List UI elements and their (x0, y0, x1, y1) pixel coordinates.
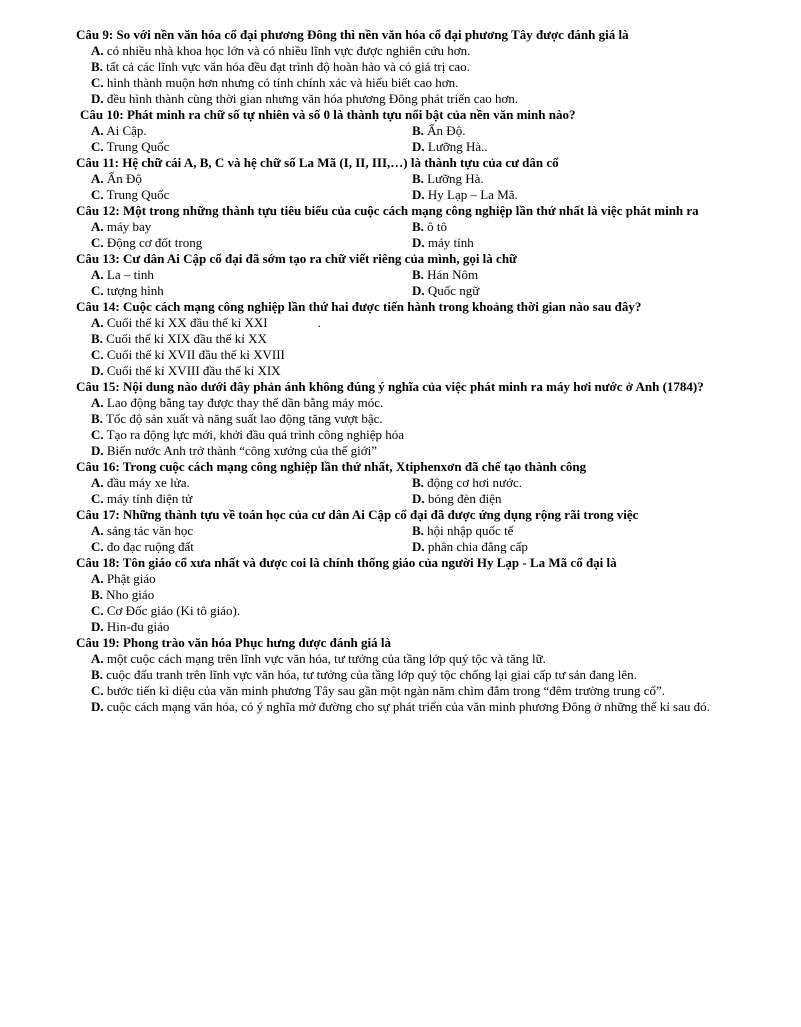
option-label: A. (91, 123, 104, 138)
answer-option (76, 139, 412, 155)
option-row (76, 491, 726, 507)
option-label: D. (412, 139, 425, 154)
option-label: D. (412, 235, 425, 250)
option-label: A. (91, 43, 104, 58)
question-block (76, 555, 726, 635)
answer-option (412, 235, 726, 251)
option-text: phân chia đẳng cấp (427, 539, 528, 554)
answer-option (76, 475, 412, 491)
answer-option (76, 443, 726, 459)
option-text: Ấn Độ. (427, 123, 466, 138)
answer-option (76, 539, 412, 555)
option-text: Động cơ đốt trong (106, 235, 203, 250)
option-label: A. (91, 571, 104, 586)
option-label: D. (91, 699, 104, 714)
option-label: C. (91, 139, 104, 154)
option-text: một cuộc cách mạng trên lĩnh vực văn hóa, tư tưởng của tầng lớp quý tộc và tăng lữ. (106, 651, 546, 666)
option-row (76, 171, 726, 187)
option-text: ô tô (427, 219, 448, 234)
option-label: C. (91, 187, 104, 202)
option-label: D. (412, 539, 425, 554)
question-block (76, 155, 726, 203)
answer-option (412, 523, 726, 539)
option-text: Hy Lạp – La Mã. (427, 187, 518, 202)
question-title: Câu 17: Những thành tựu về toán học của cư dân Ai Cập cổ đại đã được ứng dụng rộng rãi trong việc (76, 507, 639, 522)
question-block (76, 459, 726, 507)
option-label: B. (91, 411, 103, 426)
option-text: Tốc độ sản xuất và năng suất lao động tăng vượt bậc. (105, 411, 383, 426)
option-text: cuộc cách mạng văn hóa, có ý nghĩa mở đường cho sự phát triển của văn minh phương Đông ở những thế kỉ sau đó. (106, 699, 710, 714)
option-label: C. (91, 347, 104, 362)
option-text: hội nhập quốc tế (427, 523, 514, 538)
option-text: Lưỡng Hà.. (427, 139, 488, 154)
option-text: Cuối thế kỉ XVIII đầu thế kỉ XIX (106, 363, 281, 378)
question-block (76, 203, 726, 251)
answer-option (76, 619, 726, 635)
option-text: đều hình thành cùng thời gian nhưng văn hóa phương Đông phát triển cao hơn. (106, 91, 519, 106)
option-label: C. (91, 491, 104, 506)
option-row (76, 283, 726, 299)
option-label: A. (91, 315, 104, 330)
option-text: có nhiều nhà khoa học lớn và có nhiều lĩnh vực được nghiên cứu hơn. (106, 43, 471, 58)
option-text: cuộc đấu tranh trên lĩnh vực văn hóa, tư tưởng của tầng lớp quý tộc chống lại giai cấp tư sản đang lên. (106, 667, 637, 682)
question-title: Câu 14: Cuộc cách mạng công nghiệp lần thứ hai được tiến hành trong khoảng thời gian nào sau đây? (76, 299, 642, 314)
question-title: Câu 18: Tôn giáo cổ xưa nhất và được coi là chính thống giáo của người Hy Lạp - La Mã cổ đại là (76, 555, 617, 570)
option-text: Trung Quốc (106, 139, 170, 154)
option-label: B. (91, 587, 103, 602)
option-text: hình thành muộn hơn nhưng có tính chính xác và hiểu biết cao hơn. (106, 75, 459, 90)
option-label: C. (91, 235, 104, 250)
answer-option (76, 395, 726, 411)
option-label: B. (412, 171, 424, 186)
option-label: D. (91, 363, 104, 378)
option-text: Lưỡng Hà. (427, 171, 484, 186)
option-label: B. (412, 267, 424, 282)
question-title: Câu 19: Phong trào văn hóa Phục hưng được đánh giá là (76, 635, 392, 650)
question-title: Câu 12: Một trong những thành tựu tiêu biểu của cuộc cách mạng công nghiệp lần thứ nhất là việc phát minh ra (76, 203, 699, 218)
option-label: D. (412, 187, 425, 202)
answer-option (412, 123, 726, 139)
option-text: máy bay (106, 219, 152, 234)
answer-option (76, 427, 726, 443)
option-label: D. (91, 91, 104, 106)
option-label: A. (91, 523, 104, 538)
answer-option (76, 43, 726, 59)
option-text: máy tính điện tử (106, 491, 193, 506)
option-label: C. (91, 539, 104, 554)
option-row (76, 139, 726, 155)
question-block (76, 379, 726, 459)
answer-option (76, 347, 726, 363)
question-title: Câu 9: So với nền văn hóa cổ đại phương Đông thì nền văn hóa cổ đại phương Tây được đánh giá là (76, 27, 629, 42)
answer-option (412, 539, 726, 555)
answer-option (412, 219, 726, 235)
answer-option (76, 75, 726, 91)
answer-option (412, 491, 726, 507)
option-label: C. (91, 283, 104, 298)
option-row (76, 539, 726, 555)
option-text: Cuối thế kỉ XVII đầu thế kỉ XVIII (106, 347, 285, 362)
option-label: A. (91, 651, 104, 666)
option-text: bước tiến kì diệu của văn minh phương Tây sau gần một ngàn năm chìm đắm trong “đêm trường trung cổ”. (106, 683, 666, 698)
stray-mark: . (317, 315, 321, 330)
option-label: B. (91, 331, 103, 346)
option-row (76, 267, 726, 283)
question-block (76, 507, 726, 555)
option-text: đầu máy xe lửa. (106, 475, 190, 490)
option-text: Trung Quốc (106, 187, 170, 202)
answer-option (76, 651, 726, 667)
question-block (76, 635, 726, 715)
option-label: B. (412, 219, 424, 234)
option-text: động cơ hơi nước. (427, 475, 522, 490)
answer-option (76, 219, 412, 235)
option-label: C. (91, 603, 104, 618)
answer-option (76, 571, 726, 587)
answer-option (412, 267, 726, 283)
option-text: tượng hình (106, 283, 164, 298)
option-text: tất cả các lĩnh vực văn hóa đều đạt trình độ hoàn hảo và có giá trị cao. (106, 59, 470, 74)
option-text: Cuối thế kỉ XX đầu thế kỉ XXI (106, 315, 268, 330)
answer-option (76, 171, 412, 187)
exam-page (76, 27, 726, 715)
option-text: Nho giáo (106, 587, 155, 602)
answer-option (412, 187, 726, 203)
option-text: Biến nước Anh trở thành “công xưởng của thế giới” (106, 443, 378, 458)
answer-option (76, 267, 412, 283)
option-label: D. (412, 283, 425, 298)
option-text: Hán Nôm (427, 267, 479, 282)
option-row (76, 219, 726, 235)
option-row (76, 123, 726, 139)
option-label: A. (91, 395, 104, 410)
option-text: La – tinh (106, 267, 154, 282)
answer-option (412, 171, 726, 187)
option-label: C. (91, 75, 104, 90)
question-title: Câu 10: Phát minh ra chữ số tự nhiên và số 0 là thành tựu nổi bật của nền văn minh nào? (80, 107, 576, 122)
option-label: C. (91, 683, 104, 698)
option-row (76, 475, 726, 491)
option-label: A. (91, 475, 104, 490)
option-label: D. (91, 619, 104, 634)
option-label: B. (412, 523, 424, 538)
answer-option (412, 283, 726, 299)
answer-option (76, 363, 726, 379)
question-title: Câu 13: Cư dân Ai Cập cổ đại đã sớm tạo ra chữ viết riêng của mình, gọi là chữ (76, 251, 517, 266)
option-label: A. (91, 171, 104, 186)
answer-option (76, 235, 412, 251)
answer-option (76, 91, 726, 107)
answer-option (76, 587, 726, 603)
option-text: Ấn Độ (106, 171, 142, 186)
answer-option (76, 523, 412, 539)
option-label: B. (412, 123, 424, 138)
answer-option (76, 683, 726, 699)
answer-option (76, 283, 412, 299)
option-text: Tạo ra động lực mới, khởi đầu quá trình công nghiệp hóa (106, 427, 404, 442)
answer-option (76, 699, 726, 715)
option-text: Quốc ngữ (427, 283, 480, 298)
option-text: Lao động bằng tay được thay thế dần bằng máy móc. (106, 395, 384, 410)
option-text: Hin-đu giáo (106, 619, 170, 634)
answer-option (412, 139, 726, 155)
option-row (76, 187, 726, 203)
option-text: Cuối thế kỉ XIX đầu thế kỉ XX (106, 331, 267, 346)
question-block (76, 107, 726, 155)
option-text: Phật giáo (106, 571, 156, 586)
answer-option (76, 331, 726, 347)
option-text: sáng tác văn học (106, 523, 194, 538)
option-text: bóng đèn điện (427, 491, 502, 506)
answer-option (76, 667, 726, 683)
answer-option (76, 59, 726, 75)
question-title: Câu 11: Hệ chữ cái A, B, C và hệ chữ số La Mã (I, II, III,…) là thành tựu của cư dân cổ (76, 155, 559, 170)
option-label: D. (412, 491, 425, 506)
question-title: Câu 15: Nội dung nào dưới đây phản ánh không đúng ý nghĩa của việc phát minh ra máy hơi nước ở Anh (1784)? (76, 379, 704, 394)
option-label: A. (91, 267, 104, 282)
question-block (76, 27, 726, 107)
option-text: Cơ Đốc giáo (Ki tô giáo). (106, 603, 241, 618)
answer-option (76, 411, 726, 427)
answer-option (412, 475, 726, 491)
answer-option (76, 123, 412, 139)
answer-option (76, 491, 412, 507)
option-label: C. (91, 427, 104, 442)
option-text: đo đạc ruộng đất (106, 539, 194, 554)
question-block (76, 299, 726, 379)
answer-option (76, 315, 726, 331)
option-label: B. (412, 475, 424, 490)
answer-option (76, 187, 412, 203)
answer-option (76, 603, 726, 619)
option-label: B. (91, 59, 103, 74)
option-label: D. (91, 443, 104, 458)
option-row (76, 523, 726, 539)
option-text: Ai Cập. (106, 123, 147, 138)
question-title: Câu 16: Trong cuộc cách mạng công nghiệp lần thứ nhất, Xtiphenxơn đã chế tạo thành công (76, 459, 587, 474)
option-text: máy tính (427, 235, 474, 250)
option-row (76, 235, 726, 251)
question-block (76, 251, 726, 299)
option-label: A. (91, 219, 104, 234)
option-label: B. (91, 667, 103, 682)
